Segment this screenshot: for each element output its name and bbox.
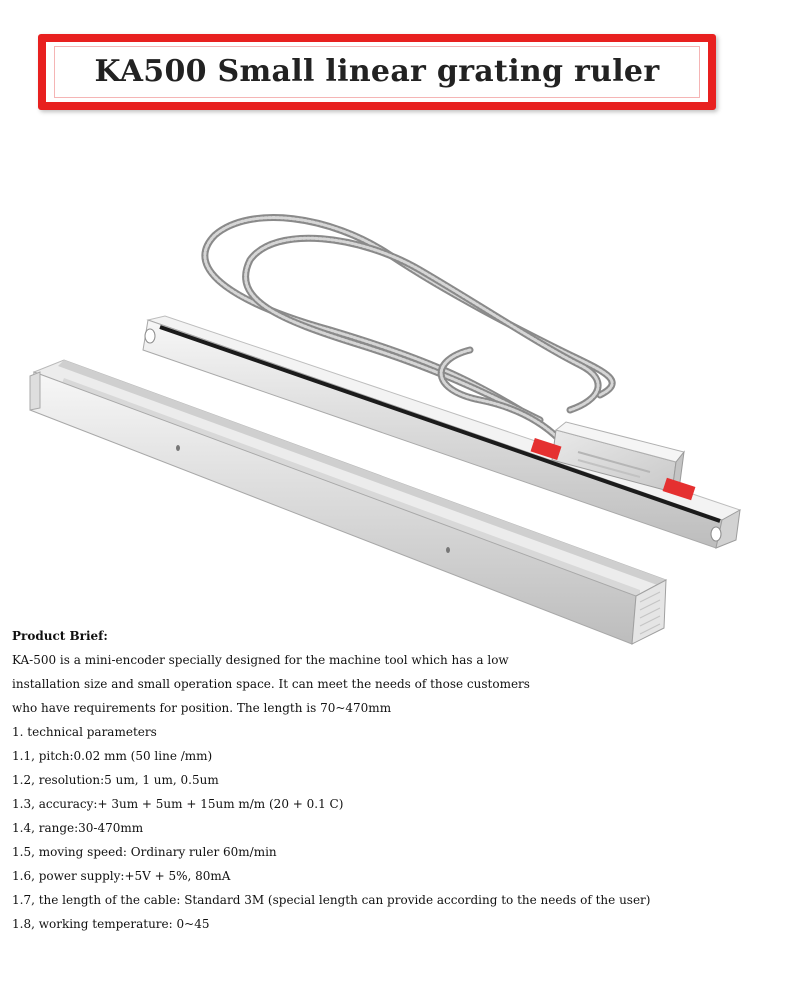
- brief-heading: Product Brief:: [12, 629, 108, 643]
- product-photo: [0, 200, 800, 660]
- page-title: KA500 Small linear grating ruler: [94, 54, 660, 89]
- section-title: 1. technical parameters: [12, 725, 157, 739]
- param-resolution: 1.2, resolution:5 um, 1 um, 0.5um: [12, 773, 219, 787]
- product-brief: [12, 624, 792, 936]
- title-banner: [38, 34, 716, 110]
- param-working-temperature: 1.8, working temperature: 0~45: [12, 917, 210, 931]
- param-cable-length: 1.7, the length of the cable: Standard 3M (special length can provide according to the needs of the user): [12, 893, 651, 907]
- param-range: 1.4, range:30-470mm: [12, 821, 144, 835]
- brief-intro-line: who have requirements for position. The length is 70~470mm: [12, 701, 392, 715]
- param-pitch: 1.1, pitch:0.02 mm (50 line /mm): [12, 749, 213, 763]
- param-power-supply: 1.6, power supply:+5V + 5%, 80mA: [12, 869, 231, 883]
- brief-intro-line: installation size and small operation space. It can meet the needs of those customers: [12, 677, 530, 691]
- brief-intro-line: KA-500 is a mini-encoder specially designed for the machine tool which has a low: [12, 653, 509, 667]
- param-moving-speed: 1.5, moving speed: Ordinary ruler 60m/min: [12, 845, 277, 859]
- param-accuracy: 1.3, accuracy:+ 3um + 5um + 15um m/m (20 + 0.1 C): [12, 797, 344, 811]
